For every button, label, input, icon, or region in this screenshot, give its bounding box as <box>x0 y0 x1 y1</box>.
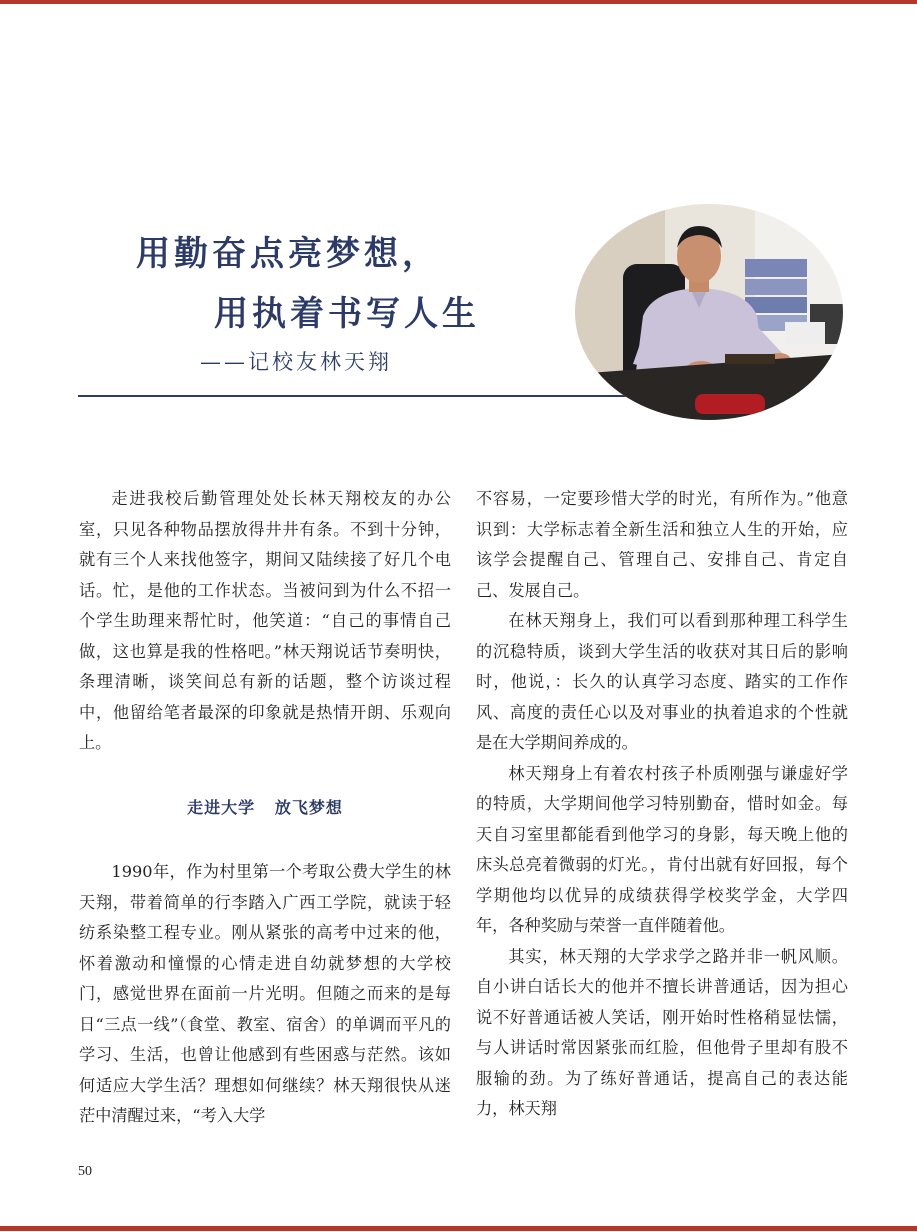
bottom-rule <box>0 1226 917 1231</box>
top-rule <box>0 0 917 4</box>
right-column <box>476 484 848 1125</box>
paragraph: 在林天翔身上，我们可以看到那种理工科学生的沉稳特质，谈到大学生活的收获对其日后的影响时，他说，：长久的认真学习态度、踏实的工作作风、高度的责任心以及对事业的执着追求的个性就是在大学期间养成的。 <box>476 611 848 752</box>
page-number: 50 <box>78 1164 92 1179</box>
section-heading-part-a: 走进大学 <box>187 797 256 817</box>
section-heading <box>79 793 451 824</box>
section-heading-part-b: 放飞梦想 <box>274 797 343 817</box>
paragraph: 1990年，作为村里第一个考取公费大学生的林天翔，带着简单的行李踏入广西工学院，就读于轻纺系染整工程专业。刚从紧张的高考中过来的他，怀着激动和憧憬的心情走进自幼就梦想的大学校门，感觉世界在面前一片光明。但随之而来的是每日“三点一线”（食堂、教室、宿舍）的单调而平凡的学习、生活，也曾让他感到有些困惑与茫然。该如何适应大学生活？理想如何继续？林天翔很快从迷茫中清醒过来，“考入大学 <box>79 862 451 1125</box>
paragraph: 其实，林天翔的大学求学之路并非一帆风顺。自小讲白话长大的他并不擅长讲普通话，因为担心说不好普通话被人笑话，刚开始时性格稍显怯懦，与人讲话时常因紧张而红脸，但他骨子里却有股不服输的劲。为了练好普通话，提高自己的表达能力，林天翔 <box>476 946 848 1118</box>
paragraph: 走进我校后勤管理处处长林天翔校友的办公室，只见各种物品摆放得井井有条。不到十分钟，就有三个人来找他签字，期间又陆续接了好几个电话。忙，是他的工作状态。当被问到为什么不招一个学生助理来帮忙时，他笑道：“自己的事情自己做，这也算是我的性格吧。”林天翔说话节奏明快，条理清晰，谈笑间总有新的话题，整个访谈过程中，他留给笔者最深的印象就是热情开朗、乐观向上。 <box>79 489 451 752</box>
portrait-photo <box>575 204 843 420</box>
paragraph: 不容易，一定要珍惜大学的时光，有所作为。”他意识到：大学标志着全新生活和独立人生的开始，应该学会提醒自己、管理自己、安排自己、肯定自己、发展自己。 <box>476 489 848 600</box>
article-subtitle: ——记校友林天翔 <box>200 350 392 374</box>
article-title-line-2: 用执着书写人生 <box>214 294 480 334</box>
title-divider <box>78 395 638 397</box>
article-title-line-1: 用勤奋点亮梦想， <box>136 234 440 274</box>
left-column <box>79 484 451 1132</box>
paragraph: 林天翔身上有着农村孩子朴质刚强与谦虚好学的特质，大学期间他学习特别勤奋，惜时如金。每天自习室里都能看到他学习的身影，每天晚上他的床头总亮着微弱的灯光。，肯付出就有好回报，每个学期他均以优异的成绩获得学校奖学金，大学四年，各种奖励与荣誉一直伴随着他。 <box>476 763 848 935</box>
